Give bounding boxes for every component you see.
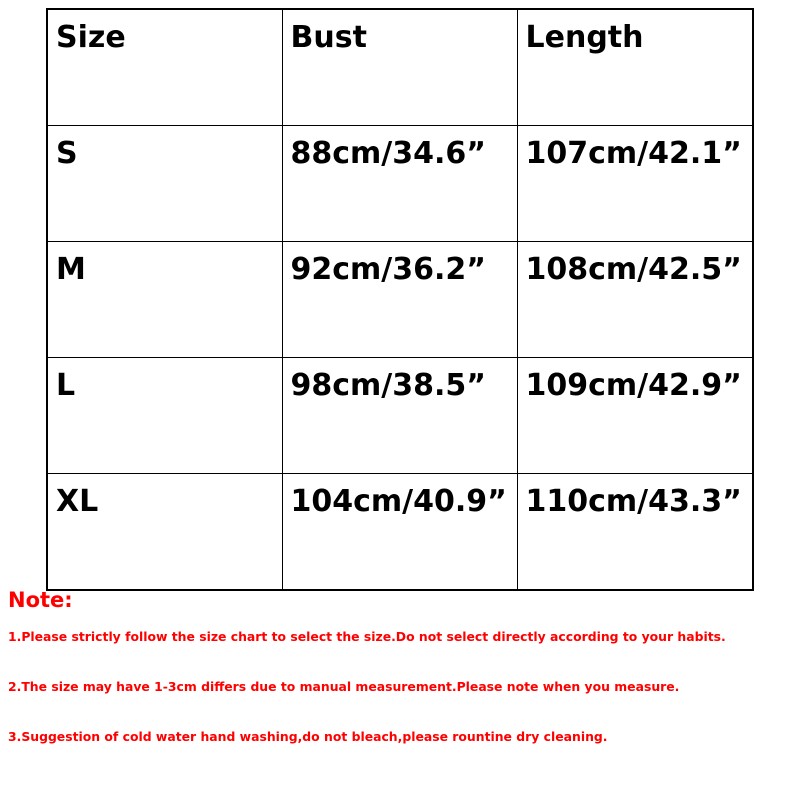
header-bust: Bust bbox=[282, 9, 517, 126]
size-cell: XL bbox=[47, 474, 282, 591]
bust-cell: 88cm/34.6” bbox=[282, 126, 517, 242]
size-chart-table bbox=[46, 8, 754, 591]
size-cell: S bbox=[47, 126, 282, 242]
header-length: Length bbox=[517, 9, 753, 126]
size-cell: M bbox=[47, 242, 282, 358]
table-header-row bbox=[47, 9, 753, 126]
bust-cell: 92cm/36.2” bbox=[282, 242, 517, 358]
length-cell: 109cm/42.9” bbox=[517, 358, 753, 474]
length-cell: 108cm/42.5” bbox=[517, 242, 753, 358]
note-item: 2.The size may have 1-3cm differs due to manual measurement.Please note when you measure. bbox=[8, 679, 680, 694]
length-cell: 107cm/42.1” bbox=[517, 126, 753, 242]
note-title: Note: bbox=[8, 588, 73, 612]
table-row bbox=[47, 358, 753, 474]
table-row bbox=[47, 474, 753, 591]
header-size: Size bbox=[47, 9, 282, 126]
note-item: 3.Suggestion of cold water hand washing,do not bleach,please rountine dry cleaning. bbox=[8, 729, 608, 744]
bust-cell: 104cm/40.9” bbox=[282, 474, 517, 591]
bust-cell: 98cm/38.5” bbox=[282, 358, 517, 474]
note-item: 1.Please strictly follow the size chart to select the size.Do not select directly according to your habits. bbox=[8, 629, 726, 644]
length-cell: 110cm/43.3” bbox=[517, 474, 753, 591]
table-row bbox=[47, 126, 753, 242]
size-cell: L bbox=[47, 358, 282, 474]
table-row bbox=[47, 242, 753, 358]
note-section bbox=[8, 585, 798, 777]
